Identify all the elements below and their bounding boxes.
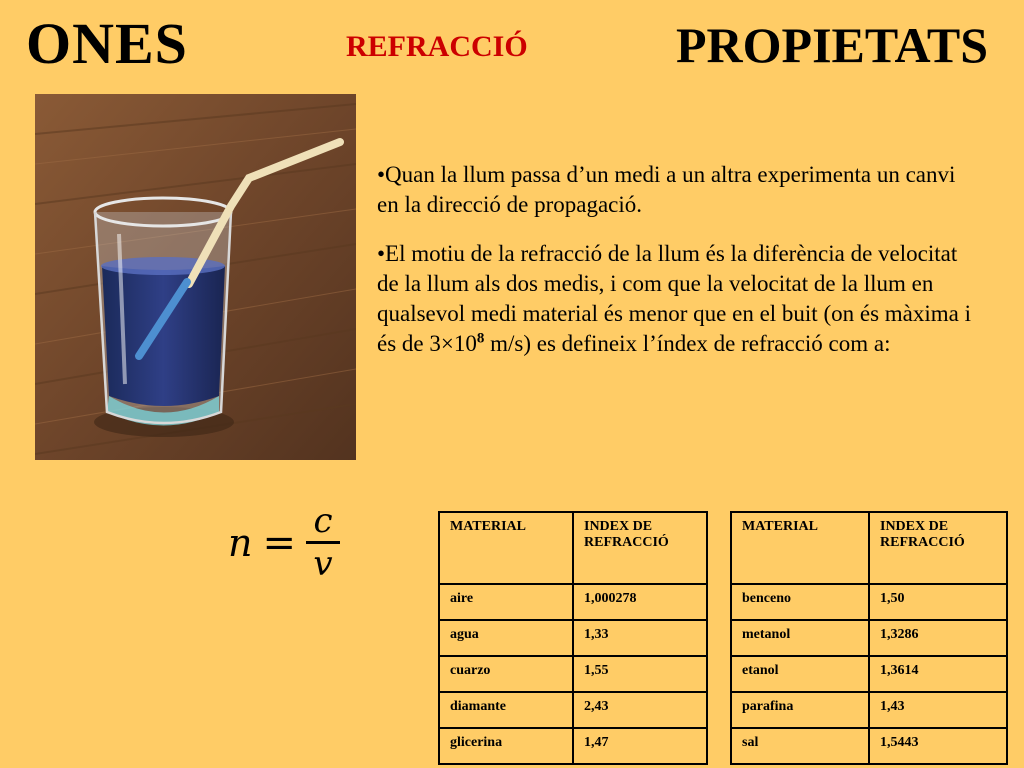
formula-lhs: n	[228, 520, 253, 565]
bullet-2-tail: m/s) es defineix l’índex de refracció com a:	[484, 331, 891, 356]
material-cell: diamante	[439, 692, 573, 728]
table-row	[439, 620, 707, 656]
bullet-2-text: •El motiu de la refracció de la llum és la diferència de velocitat de la llum als dos medis, i com que la velocitat de la llum en qualsevol medi material és menor que en el buit (on és màxima i és de 3×10	[377, 241, 971, 356]
material-cell: cuarzo	[439, 656, 573, 692]
material-cell: glicerina	[439, 728, 573, 764]
table-row	[439, 656, 707, 692]
formula-denominator: v	[313, 544, 333, 584]
glass-with-straw-image	[35, 94, 356, 460]
table-header-cell: INDEX DE REFRACCIÓ	[869, 512, 1007, 584]
page-title: ONES	[26, 11, 188, 76]
table-row	[439, 728, 707, 764]
material-cell: benceno	[731, 584, 869, 620]
index-cell: 1,3286	[869, 620, 1007, 656]
formula-numerator: c	[313, 501, 333, 541]
material-cell: metanol	[731, 620, 869, 656]
refraction-table-left	[438, 511, 708, 765]
section-subtitle: REFRACCIÓ	[346, 30, 528, 63]
index-cell: 1,000278	[573, 584, 707, 620]
index-cell: 2,43	[573, 692, 707, 728]
refraction-table-right	[730, 511, 1008, 765]
table-row	[731, 656, 1007, 692]
table-row	[439, 692, 707, 728]
table-header-cell: INDEX DE REFRACCIÓ	[573, 512, 707, 584]
index-cell: 1,50	[869, 584, 1007, 620]
material-cell: parafina	[731, 692, 869, 728]
bullet-2-exponent: 8	[476, 330, 485, 347]
index-cell: 1,33	[573, 620, 707, 656]
table-header-cell: MATERIAL	[439, 512, 573, 584]
index-cell: 1,47	[573, 728, 707, 764]
refraction-index-formula	[228, 502, 340, 583]
bullet-1: •Quan la llum passa d’un medi a un altra experimenta un canvi en la direcció de propagació.	[377, 162, 956, 217]
table-header-row	[731, 512, 1007, 584]
explanation-text	[377, 160, 977, 378]
table-row	[731, 620, 1007, 656]
table-row	[731, 692, 1007, 728]
table-row	[731, 584, 1007, 620]
material-cell: aire	[439, 584, 573, 620]
formula-fraction	[306, 502, 340, 583]
material-cell: agua	[439, 620, 573, 656]
table-header-row	[439, 512, 707, 584]
material-cell: sal	[731, 728, 869, 764]
table-row	[439, 584, 707, 620]
material-cell: etanol	[731, 656, 869, 692]
index-cell: 1,3614	[869, 656, 1007, 692]
index-cell: 1,43	[869, 692, 1007, 728]
bullet-2	[377, 239, 977, 359]
page-heading-right: PROPIETATS	[676, 17, 989, 73]
index-cell: 1,55	[573, 656, 707, 692]
table-header-cell: MATERIAL	[731, 512, 869, 584]
formula-equals: =	[262, 519, 296, 566]
index-cell: 1,5443	[869, 728, 1007, 764]
table-row	[731, 728, 1007, 764]
